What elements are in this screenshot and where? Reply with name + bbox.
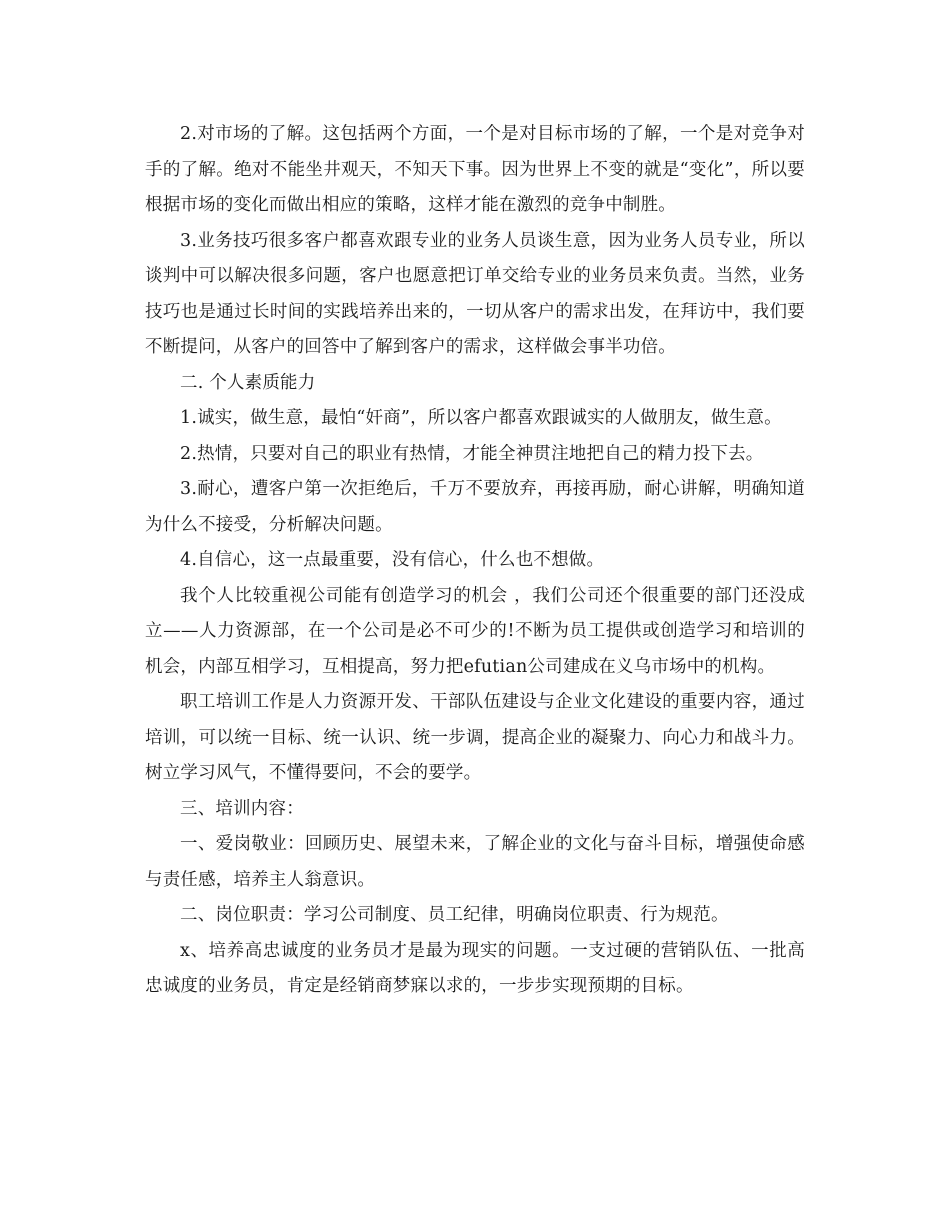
paragraph-business-skills: 3.业务技巧很多客户都喜欢跟专业的业务人员谈生意，因为业务人员专业，所以谈判中可以解决很多问题，客户也愿意把订单交给专业的业务员来负责。当然，业务技巧也是通过长时间的实践培养出来的，一切从客户的需求出发，在拜访中，我们要不断提问，从客户的回答中了解到客户的需求，这样做会事半功倍。 xyxy=(145,230,805,357)
paragraph-dedication: 一、爱岗敬业：回顾历史、展望未来，了解企业的文化与奋斗目标，增强使命感与责任感，培养主人翁意识。 xyxy=(145,834,805,890)
document-body xyxy=(145,117,805,1005)
paragraph-patience: 3.耐心，遭客户第一次拒绝后，千万不要放弃，再接再励，耐心讲解，明确知道为什么不接受，分析解决问题。 xyxy=(145,479,805,535)
paragraph-loyal-salesmen: x、培养高忠诚度的业务员才是最为现实的问题。一支过硬的营销队伍、一批高忠诚度的业务员，肯定是经销商梦寐以求的，一步步实现预期的目标。 xyxy=(145,940,805,996)
paragraph-confidence: 4.自信心，这一点最重要，没有信心，什么也不想做。 xyxy=(180,550,605,570)
paragraph-job-duties: 二、岗位职责：学习公司制度、员工纪律，明确岗位职责、行为规范。 xyxy=(180,905,729,925)
paragraph-market-knowledge: 2.对市场的了解。这包括两个方面，一个是对目标市场的了解，一个是对竞争对手的了解。绝对不能坐井观天，不知天下事。因为世界上不变的就是“变化”，所以要根据市场的变化而做出相应的策略，这样才能在激烈的竞争中制胜。 xyxy=(145,124,805,215)
paragraph-enthusiasm: 2.热情，只要对自己的职业有热情，才能全神贯注地把自己的精力投下去。 xyxy=(180,443,764,464)
paragraph-honesty: 1.诚实，做生意，最怕“奸商”，所以客户都喜欢跟诚实的人做朋友，做生意。 xyxy=(180,408,782,428)
section-heading-training-content: 三、培训内容： xyxy=(180,798,304,819)
section-heading-personal-quality: 二. 个人素质能力 xyxy=(180,372,316,393)
paragraph-staff-training: 职工培训工作是人力资源开发、干部队伍建设与企业文化建设的重要内容，通过培训，可以统一目标、统一认识、统一步调，提高企业的凝聚力、向心力和战斗力。树立学习风气，不懂得要问，不会的要学。 xyxy=(145,692,805,783)
paragraph-learning-opportunity: 我个人比较重视公司能有创造学习的机会 ，我们公司还个很重要的部门还没成立——人力资源部，在一个公司是必不可少的!不断为员工提供或创造学习和培训的机会，内部互相学习，互相提高，努力把efutian公司建成在义乌市场中的机构。 xyxy=(145,585,805,677)
